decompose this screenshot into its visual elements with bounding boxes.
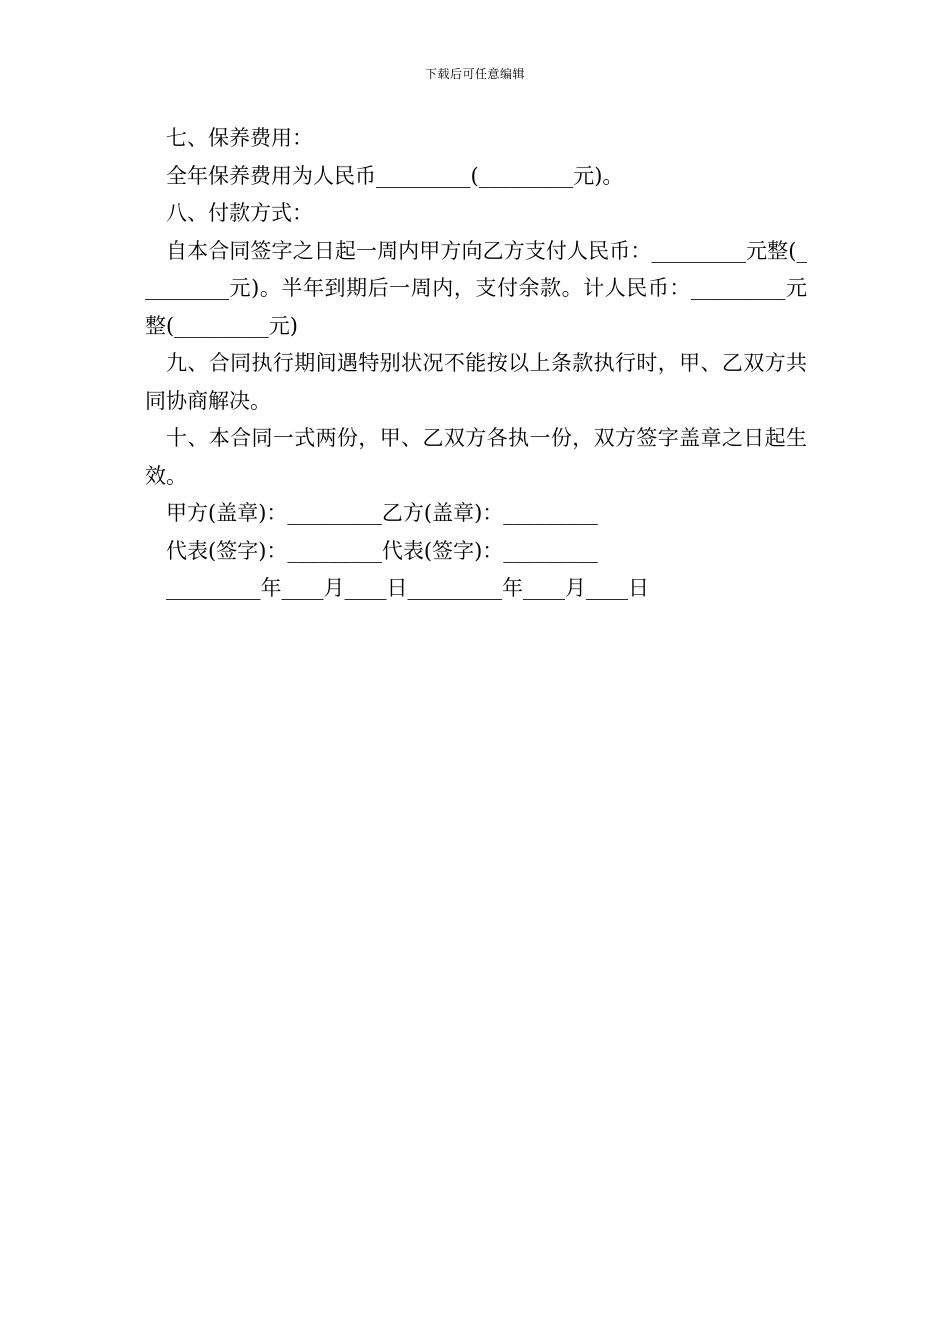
section-8-title: 八、付款方式：	[166, 201, 313, 225]
section-7-body: 全年保养费用为人民币_________(_________元)。	[166, 163, 624, 188]
document-body	[145, 120, 807, 608]
seal-line: 甲方(盖章)：_________乙方(盖章)：_________	[166, 501, 598, 525]
page-header: 下载后可任意编辑	[424, 67, 525, 81]
section-9-body: 九、合同执行期间遇特别状况不能按以上条款执行时，甲、乙双方共同协商解决。	[145, 351, 807, 413]
date-line: _________年____月____日_________年____月____日	[166, 576, 649, 600]
section-7-title: 七、保养费用：	[166, 126, 313, 150]
section-8-body: 自本合同签字之日起一周内甲方向乙方支付人民币：_________元整(_________元)。半年到期后一周内，支付余款。计人民币：_________元整(_________元)	[145, 238, 807, 338]
representative-line: 代表(签字)：_________代表(签字)：_________	[166, 538, 598, 563]
section-10-body: 十、本合同一式两份，甲、乙双方各执一份，双方签字盖章之日起生效。	[145, 426, 807, 488]
